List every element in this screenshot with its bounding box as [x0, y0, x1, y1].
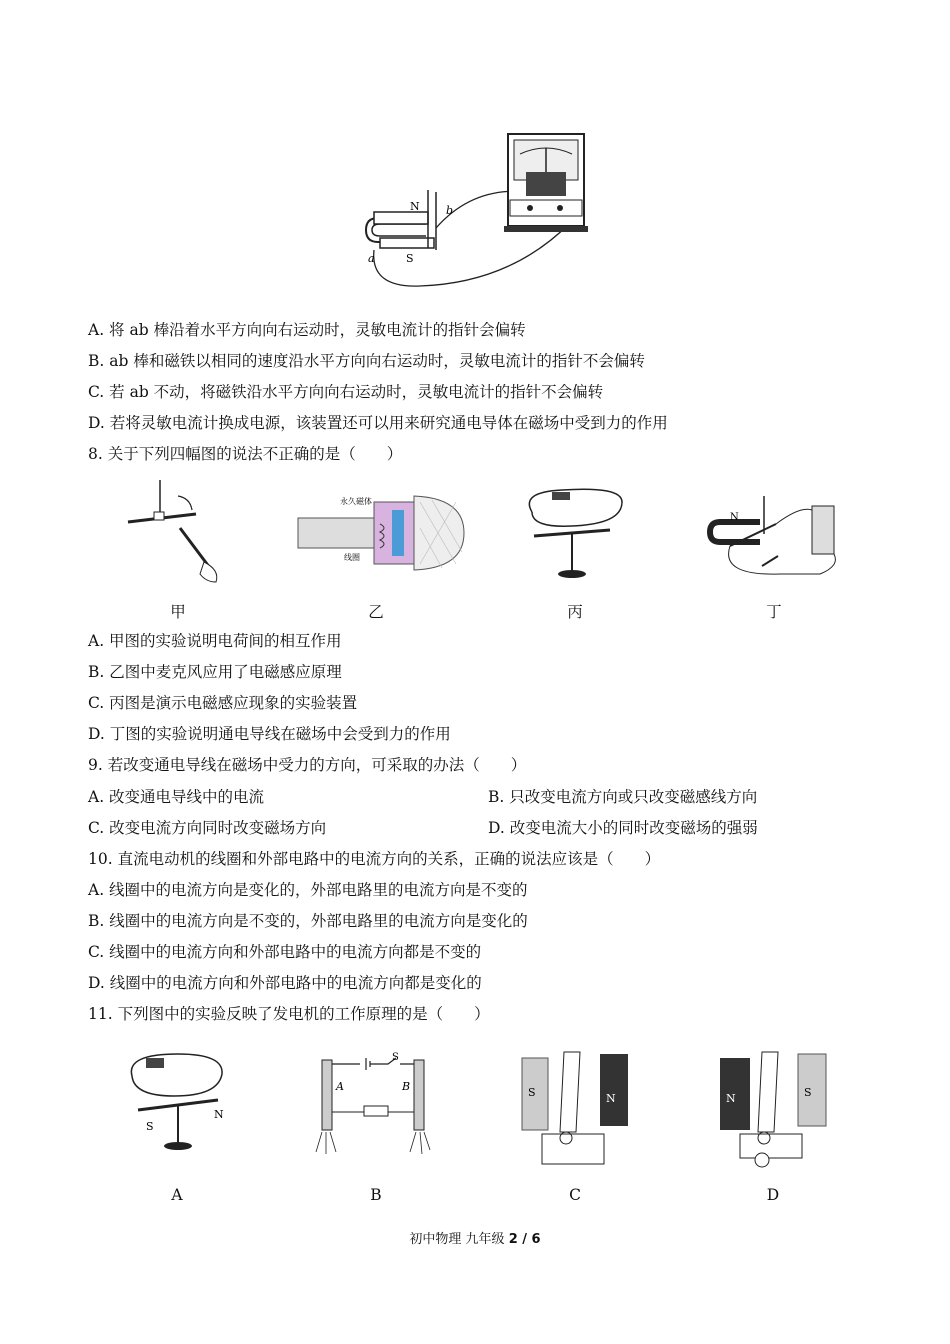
ding-n-label: N	[730, 512, 739, 523]
q8-option-b: B. 乙图中麦克风应用了电磁感应原理	[88, 663, 342, 681]
q10-option-b: B. 线圈中的电流方向是不变的，外部电路里的电流方向是变化的	[88, 912, 528, 930]
q11-figure-c	[520, 1046, 630, 1170]
galvanometer-experiment-figure	[360, 128, 600, 294]
q11-caption-b: B	[370, 1186, 382, 1204]
q11-figure-b	[310, 1052, 440, 1162]
q8-option-d: D. 丁图的实验说明通电导线在磁场中会受到力的作用	[88, 725, 451, 743]
svg-text:N: N	[214, 1108, 224, 1121]
q11-stem: 11. 下列图中的实验反映了发电机的工作原理的是（ ）	[88, 1005, 490, 1023]
footer-page-number: 2 / 6	[508, 1232, 541, 1247]
q8-caption-jia: 甲	[170, 603, 186, 621]
q8-caption-yi: 乙	[368, 603, 384, 621]
q11-caption-d: D	[766, 1186, 780, 1204]
svg-text:B: B	[402, 1080, 411, 1093]
svg-text:S: S	[804, 1086, 812, 1099]
page-footer	[0, 1228, 950, 1247]
q10-stem: 10. 直流电动机的线圈和外部电路中的电流方向的关系，正确的说法应该是（ ）	[88, 850, 661, 868]
q9-option-c: C. 改变电流方向同时改变磁场方向	[88, 819, 327, 837]
svg-text:A: A	[336, 1080, 344, 1093]
q7-option-a: A. 将 ab 棒沿着水平方向向右运动时，灵敏电流计的指针会偏转	[88, 321, 526, 339]
svg-text:S: S	[392, 1052, 399, 1063]
q8-option-a: A. 甲图的实验说明电荷间的相互作用	[88, 632, 342, 650]
q8-figure-yi-microphone	[296, 488, 476, 578]
mic-magnet-label: 永久磁体	[340, 497, 372, 506]
q8-figure-ding	[700, 486, 850, 586]
rod-end-b-label: b	[446, 204, 454, 217]
q7-option-c: C. 若 ab 不动，将磁铁沿水平方向向右运动时，灵敏电流计的指针不会偏转	[88, 383, 604, 401]
q10-option-d: D. 线圈中的电流方向和外部电路中的电流方向都是变化的	[88, 974, 482, 992]
footer-subject: 初中物理 九年级	[409, 1232, 505, 1247]
q8-stem: 8. 关于下列四幅图的说法不正确的是（ ）	[88, 445, 403, 463]
q7-option-b: B. ab 棒和磁铁以相同的速度沿水平方向向右运动时，灵敏电流计的指针不会偏转	[88, 352, 645, 370]
svg-text:N: N	[726, 1092, 736, 1105]
q11-caption-c: C	[569, 1186, 581, 1204]
q9-stem: 9. 若改变通电导线在磁场中受力的方向，可采取的办法（ ）	[88, 756, 527, 774]
q10-option-c: C. 线圈中的电流方向和外部电路中的电流方向都是不变的	[88, 943, 482, 961]
rod-end-a-label: a	[368, 252, 375, 265]
q9-option-d: D. 改变电流大小的同时改变磁场的强弱	[488, 819, 758, 837]
q10-option-a: A. 线圈中的电流方向是变化的，外部电路里的电流方向是不变的	[88, 881, 528, 899]
q8-caption-bing: 丙	[567, 603, 583, 621]
svg-text:S: S	[528, 1086, 536, 1099]
q8-figure-jia	[120, 478, 230, 588]
magnet-n-label: N	[410, 200, 420, 213]
mic-coil-label: 线圈	[344, 553, 360, 562]
svg-text:N: N	[606, 1092, 616, 1105]
q9-option-a: A. 改变通电导线中的电流	[88, 788, 265, 806]
q11-figure-d	[718, 1046, 830, 1170]
q9-option-b: B. 只改变电流方向或只改变磁感线方向	[488, 788, 758, 806]
magnet-s-label: S	[406, 252, 414, 265]
q8-caption-ding: 丁	[766, 603, 782, 621]
q7-option-d: D. 若将灵敏电流计换成电源，该装置还可以用来研究通电导体在磁场中受到力的作用	[88, 414, 668, 432]
q8-figure-bing	[512, 482, 632, 582]
q8-option-c: C. 丙图是演示电磁感应现象的实验装置	[88, 694, 358, 712]
q11-caption-a: A	[171, 1186, 183, 1204]
svg-text:S: S	[146, 1120, 154, 1133]
q11-figure-a	[118, 1046, 238, 1162]
